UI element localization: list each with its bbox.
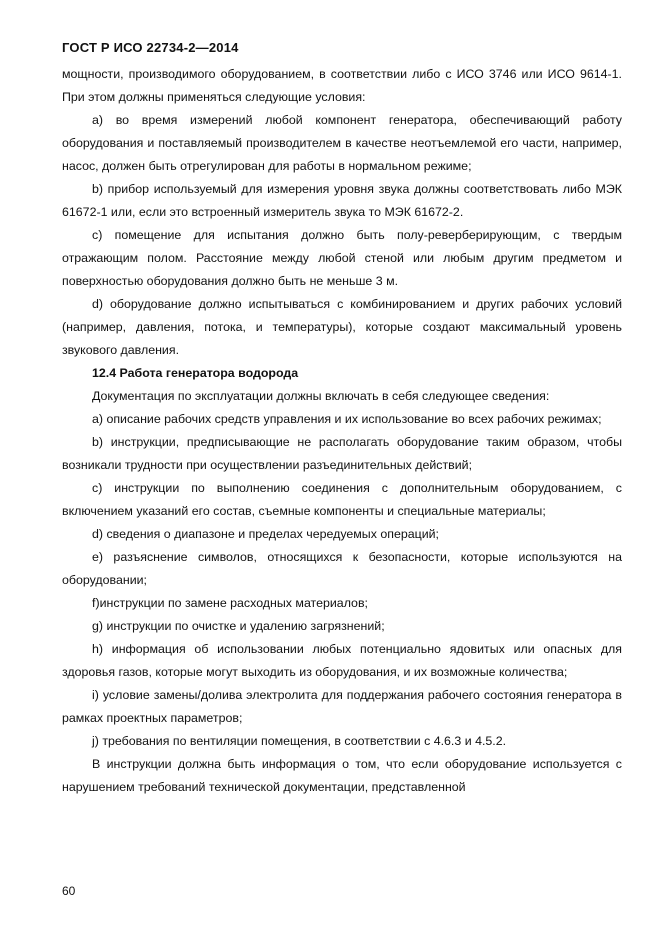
paragraph: мощности, производимого оборудованием, в соответствии либо с ИСО 3746 или ИСО 9614-1. При этом должны применяться следующие условия: [62, 67, 622, 104]
paragraph: d) сведения о диапазоне и пределах чередуемых операций; [92, 527, 440, 541]
paragraph: e) разъяснение символов, относящихся к безопасности, которые используются на оборудовании; [62, 550, 622, 587]
section-heading: 12.4 Работа генератора водорода [92, 366, 299, 380]
document-header: ГОСТ Р ИСО 22734-2—2014 [62, 40, 239, 55]
paragraph: i) условие замены/долива электролита для поддержания рабочего состояния генератора в рамках проектных параметров; [62, 688, 622, 725]
paragraph: g) инструкции по очистке и удалению загрязнений; [92, 619, 385, 633]
paragraph: f)инструкции по замене расходных материалов; [92, 596, 368, 610]
paragraph: Документация по эксплуатации должны включать в себя следующее сведения: [92, 389, 550, 403]
paragraph: a) во время измерений любой компонент генератора, обеспечивающий работу оборудования и поставляемый производителем в качестве неотъемлемой его части, например, насос, должен быть отрегулирован для работы в нормальном режиме; [62, 113, 622, 173]
paragraph: В инструкции должна быть информация о том, что если оборудование используется с нарушением требований технической документации, представленной [62, 757, 622, 794]
document-body [62, 63, 622, 799]
paragraph: c) помещение для испытания должно быть полу-реверберирующим, с твердым отражающим полом. Расстояние между любой стеной или любым другим предметом и поверхностью оборудования должно быть не меньше 3 м. [62, 228, 622, 288]
paragraph: d) оборудование должно испытываться с комбинированием и других рабочих условий (например, давления, потока, и температуры), которые создают максимальный уровень звукового давления. [62, 297, 622, 357]
paragraph: j) требования по вентиляции помещения, в соответствии с 4.6.3 и 4.5.2. [92, 734, 507, 748]
paragraph: h) информация об использовании любых потенциально ядовитых или опасных для здоровья газов, которые могут выходить из оборудования, и их возможные количества; [62, 642, 622, 679]
paragraph: b) инструкции, предписывающие не располагать оборудование таким образом, чтобы возникали трудности при осуществлении разъединительных действий; [62, 435, 622, 472]
paragraph: a) описание рабочих средств управления и их использование во всех рабочих режимах; [92, 412, 602, 426]
paragraph: b) прибор используемый для измерения уровня звука должны соответствовать либо МЭК 61672-1 или, если это встроенный измеритель звука то МЭК 61672-2. [62, 182, 622, 219]
paragraph: c) инструкции по выполнению соединения с дополнительным оборудованием, с включением указаний его состав, съемные компоненты и специальные материалы; [62, 481, 622, 518]
page-number: 60 [62, 884, 76, 898]
